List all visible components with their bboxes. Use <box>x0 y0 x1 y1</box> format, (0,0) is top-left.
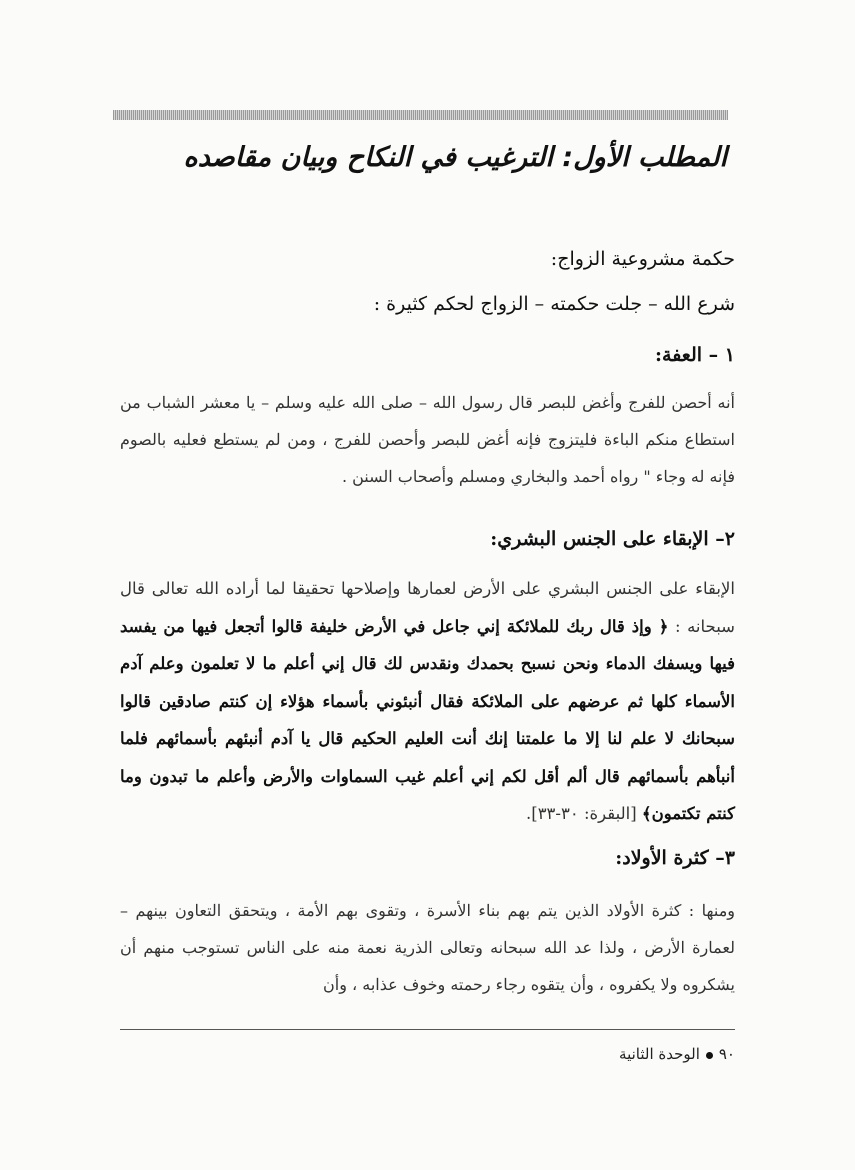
heading-intro: شرع الله – جلت حكمته – الزواج لحكم كثيرة : <box>373 293 735 315</box>
page-number: ٩٠ <box>718 1045 735 1063</box>
unit-label: الوحدة الثانية <box>619 1045 700 1063</box>
preservation-intro-text: الإبقاء على الجنس البشري على الأرض لعمارها وإصلاحها تحقيقا لما أراده الله تعالى قال سبحانه : <box>120 579 735 636</box>
heading-children: ٣– كثرة الأولاد: <box>615 847 735 869</box>
heading-preservation: ٢– الإبقاء على الجنس البشري: <box>490 528 735 550</box>
quran-verse: ﴿ وإذ قال ربك للملائكة إني جاعل في الأرض خليفة قالوا أتجعل فيها من يفسد فيها ويسفك الدماء ونحن نسبح بحمدك ونقدس لك قال إني أعلم ما لا تعلمون وعلم آدم الأسماء كلها ثم عرضهم على الملائكة فقال أنبئوني بأسماء هؤلاء إن كنتم صادقين قالوا سبحانك لا علم لنا إلا ما علمتنا إنك أنت العليم الحكيم قال يا آدم أنبئهم بأسمائهم فلما أنبأهم بأسمائهم قال ألم أقل لكم إني أعلم غيب السماوات والأرض وأعلم ما تبدون وما كنتم تكتمون﴾ <box>120 616 735 823</box>
section-title: المطلب الأول: الترغيب في النكاح وبيان مقاصده <box>183 142 727 173</box>
verse-reference: [البقرة: ٣٠-٣٣]. <box>526 804 637 823</box>
footer-rule <box>120 1029 735 1030</box>
page-content <box>120 0 735 1170</box>
paragraph-chastity: أنه أحصن للفرج وأغض للبصر قال رسول الله – صلى الله عليه وسلم – يا معشر الشباب من استطاع منكم الباءة فليتزوج فإنه أغض للبصر وأحصن للفرج ، ومن لم يستطع فعليه بالصوم فإنه له وجاء " رواه أحمد والبخاري ومسلم وأصحاب السنن . <box>120 393 736 486</box>
page-footer <box>619 1043 735 1065</box>
paragraph-children: ومنها : كثرة الأولاد الذين يتم بهم بناء الأسرة ، وتقوى بهم الأمة ، ويتحقق التعاون بينهم – لعمارة الأرض ، ولذا عد الله سبحانه وتعالى الذرية نعمة منه على الناس تستوجب منهم أن يشكروه ولا يكفروه ، وأن يتقوه رجاء رحمته وخوف عذابه ، وأن <box>120 901 736 994</box>
heading-chastity: ١ – العفة: <box>655 344 735 366</box>
bullet-dot-icon <box>706 1052 713 1059</box>
heading-wisdom: حكمة مشروعية الزواج: <box>550 248 735 270</box>
paragraph-preservation <box>120 570 735 833</box>
